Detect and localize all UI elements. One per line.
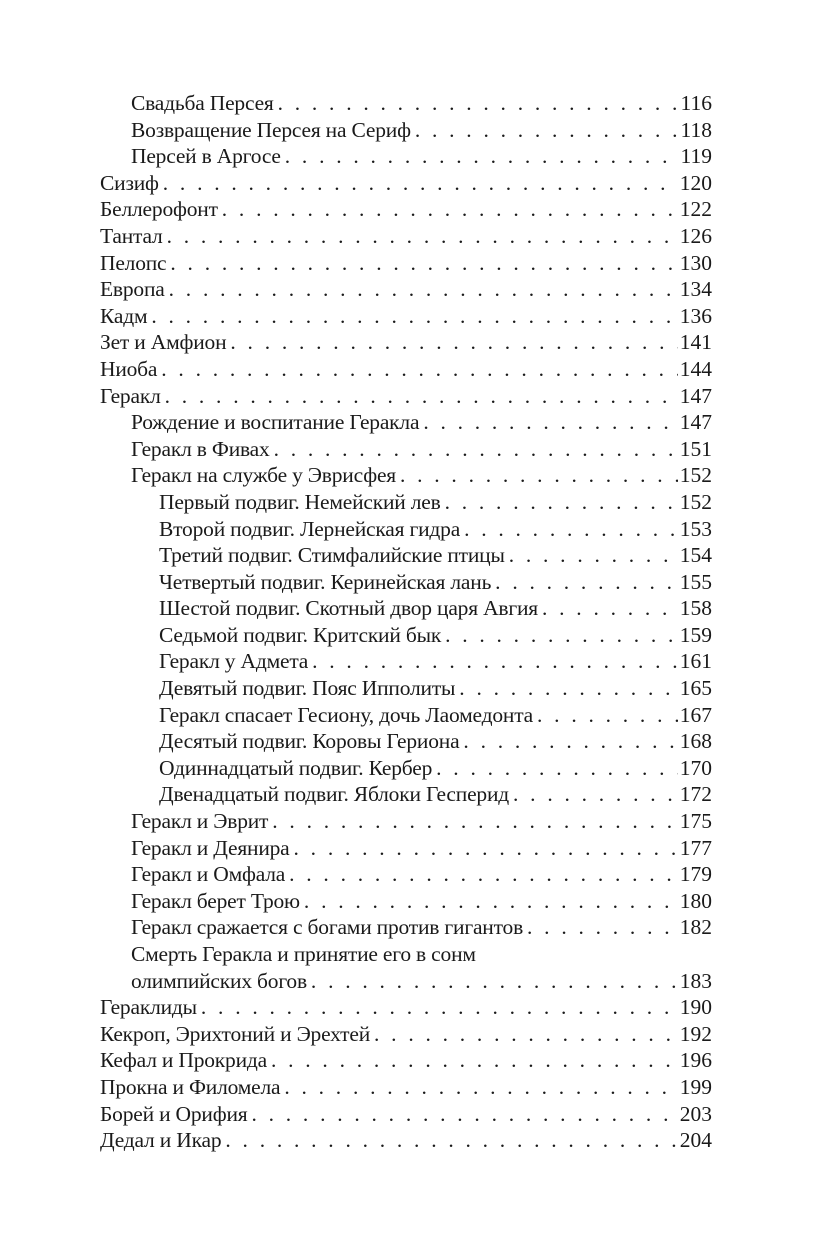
toc-entry[interactable] bbox=[100, 223, 712, 250]
toc-entry[interactable] bbox=[100, 329, 712, 356]
toc-entry-title: олимпийских богов bbox=[131, 968, 307, 993]
dot-leader bbox=[527, 914, 678, 941]
toc-entry-page-number: 158 bbox=[679, 596, 712, 621]
dot-leader bbox=[513, 781, 678, 808]
toc-entry-title: Геракл на службе у Эврисфея bbox=[131, 463, 396, 488]
toc-entry[interactable] bbox=[100, 436, 712, 463]
toc-entry-page-number: 141 bbox=[679, 330, 712, 355]
toc-entry-title: Свадьба Персея bbox=[131, 91, 274, 115]
toc-entry[interactable] bbox=[100, 1074, 712, 1101]
toc-entry-title: Сизиф bbox=[100, 170, 159, 195]
dot-leader bbox=[464, 516, 678, 543]
dot-leader bbox=[445, 622, 678, 649]
toc-entry-title: Прокна и Филомела bbox=[100, 1074, 281, 1099]
dot-leader bbox=[445, 489, 678, 516]
dot-leader bbox=[225, 1127, 677, 1154]
toc-entry-page-number: 147 bbox=[679, 383, 712, 408]
dot-leader bbox=[304, 888, 678, 915]
toc-entry-page-number: 130 bbox=[679, 250, 712, 275]
toc-entry-page-number: 161 bbox=[679, 649, 712, 674]
toc-entry-page-number: 179 bbox=[679, 862, 712, 887]
toc-entry-title: Шестой подвиг. Скотный двор царя Авгия bbox=[159, 596, 538, 621]
toc-entry[interactable] bbox=[100, 117, 712, 144]
toc-entry-title: Кефал и Прокрида bbox=[100, 1048, 267, 1073]
toc-entry-page-number: 155 bbox=[679, 569, 712, 594]
dot-leader bbox=[459, 675, 677, 702]
toc-entry-page-number: 134 bbox=[679, 277, 712, 302]
table-of-contents bbox=[100, 90, 712, 1154]
toc-entry-title: Двенадцатый подвиг. Яблоки Гесперид bbox=[159, 782, 510, 807]
toc-entry[interactable] bbox=[100, 1021, 712, 1048]
toc-entry-page-number: 144 bbox=[679, 356, 712, 381]
toc-entry-page-number: 199 bbox=[679, 1074, 712, 1099]
dot-leader bbox=[169, 276, 678, 303]
toc-entry[interactable] bbox=[100, 781, 712, 808]
dot-leader bbox=[463, 728, 677, 755]
dot-leader bbox=[278, 90, 679, 117]
toc-entry-page-number: 153 bbox=[679, 516, 712, 541]
toc-entry[interactable] bbox=[100, 250, 712, 277]
toc-entry[interactable] bbox=[100, 702, 712, 729]
toc-entry-title: Тантал bbox=[100, 223, 163, 248]
toc-entry-title: Смерть Геракла и принятие его в сонм bbox=[131, 942, 476, 966]
toc-entry-title: Третий подвиг. Стимфалийские птицы bbox=[159, 543, 505, 568]
toc-entry-title: Кекроп, Эрихтоний и Эрехтей bbox=[100, 1021, 371, 1046]
toc-entry-page-number: 154 bbox=[679, 543, 712, 568]
toc-entry[interactable] bbox=[100, 90, 712, 117]
dot-leader bbox=[312, 648, 678, 675]
toc-entry-page-number: 172 bbox=[679, 782, 712, 807]
toc-entry-page-number: 167 bbox=[679, 702, 712, 727]
toc-entry[interactable] bbox=[100, 569, 712, 596]
dot-leader bbox=[509, 542, 678, 569]
toc-entry-page-number: 196 bbox=[679, 1048, 712, 1073]
toc-entry-page-number: 136 bbox=[679, 303, 712, 328]
toc-entry-title: Европа bbox=[100, 277, 165, 302]
toc-entry[interactable] bbox=[100, 356, 712, 383]
toc-entry-title: Возвращение Персея на Сериф bbox=[131, 117, 411, 142]
dot-leader bbox=[271, 1047, 678, 1074]
toc-entry-title: Дедал и Икар bbox=[100, 1128, 222, 1153]
dot-leader bbox=[161, 356, 677, 383]
toc-entry[interactable] bbox=[100, 755, 712, 782]
toc-entry-page-number: 177 bbox=[679, 835, 712, 860]
toc-entry-title: Беллерофонт bbox=[100, 197, 218, 222]
toc-entry[interactable] bbox=[100, 968, 712, 995]
toc-entry[interactable] bbox=[100, 516, 712, 543]
dot-leader bbox=[415, 117, 679, 144]
toc-entry-page-number: 152 bbox=[679, 489, 712, 514]
toc-entry-page-number: 165 bbox=[679, 676, 712, 701]
toc-entry-page-number: 151 bbox=[679, 436, 712, 461]
toc-entry[interactable] bbox=[100, 1047, 712, 1074]
toc-entry[interactable] bbox=[100, 835, 712, 862]
toc-entry[interactable] bbox=[100, 861, 712, 888]
toc-entry[interactable] bbox=[100, 994, 712, 1021]
toc-entry-title: Геракл и Эврит bbox=[131, 809, 269, 834]
toc-entry-title: Геракл bbox=[100, 383, 161, 408]
dot-leader bbox=[251, 1101, 677, 1128]
dot-leader bbox=[163, 170, 678, 197]
toc-entry[interactable] bbox=[100, 409, 712, 436]
toc-entry[interactable] bbox=[100, 462, 712, 489]
toc-entry[interactable] bbox=[100, 303, 712, 330]
toc-entry-title: Одиннадцатый подвиг. Кербер bbox=[159, 755, 433, 780]
toc-entry-page-number: 183 bbox=[679, 968, 712, 993]
toc-entry-page-number: 152 bbox=[679, 463, 712, 488]
toc-entry-page-number: 192 bbox=[679, 1021, 712, 1046]
toc-entry-page-number: 182 bbox=[679, 915, 712, 940]
toc-entry-page-number: 116 bbox=[680, 91, 712, 115]
dot-leader bbox=[167, 223, 678, 250]
toc-entry[interactable] bbox=[100, 196, 712, 223]
toc-entry-title: Девятый подвиг. Пояс Ипполиты bbox=[159, 676, 456, 701]
dot-leader bbox=[165, 383, 678, 410]
dot-leader bbox=[436, 755, 678, 782]
toc-entry-title: Геракл берет Трою bbox=[131, 888, 300, 913]
toc-entry-title: Борей и Орифия bbox=[100, 1101, 248, 1126]
toc-entry[interactable] bbox=[100, 1101, 712, 1128]
dot-leader bbox=[201, 994, 678, 1021]
dot-leader bbox=[222, 196, 678, 223]
toc-entry-page-number: 120 bbox=[679, 170, 712, 195]
toc-entry-title: Персей в Аргосе bbox=[131, 144, 281, 169]
toc-entry[interactable] bbox=[100, 1127, 712, 1154]
toc-entry-title: Ниоба bbox=[100, 356, 158, 381]
toc-entry[interactable] bbox=[100, 595, 712, 622]
toc-entry-page-number: 122 bbox=[679, 197, 712, 222]
dot-leader bbox=[542, 595, 678, 622]
dot-leader bbox=[272, 808, 677, 835]
toc-entry[interactable] bbox=[100, 143, 712, 170]
dot-leader bbox=[374, 1021, 678, 1048]
toc-entry[interactable] bbox=[100, 675, 712, 702]
toc-entry-title: Зет и Амфион bbox=[100, 330, 227, 355]
toc-entry[interactable] bbox=[100, 941, 712, 968]
dot-leader bbox=[170, 250, 677, 277]
toc-entry-title: Геракл в Фивах bbox=[131, 436, 270, 461]
toc-entry-title: Четвертый подвиг. Керинейская лань bbox=[159, 569, 492, 594]
toc-entry-page-number: 118 bbox=[680, 117, 712, 142]
toc-entry-page-number: 203 bbox=[679, 1101, 712, 1126]
dot-leader bbox=[151, 303, 677, 330]
toc-entry-title: Рождение и воспитание Геракла bbox=[131, 410, 420, 435]
toc-entry-page-number: 126 bbox=[679, 223, 712, 248]
toc-entry-page-number: 159 bbox=[679, 622, 712, 647]
toc-entry-page-number: 204 bbox=[679, 1128, 712, 1153]
toc-entry[interactable] bbox=[100, 728, 712, 755]
toc-entry[interactable] bbox=[100, 648, 712, 675]
toc-entry-title: Десятый подвиг. Коровы Гериона bbox=[159, 729, 460, 754]
toc-entry-page-number: 170 bbox=[679, 755, 712, 780]
dot-leader bbox=[284, 1074, 677, 1101]
dot-leader bbox=[289, 861, 678, 888]
toc-entry[interactable] bbox=[100, 622, 712, 649]
toc-entry[interactable] bbox=[100, 383, 712, 410]
dot-leader bbox=[294, 835, 678, 862]
dot-leader bbox=[274, 436, 678, 463]
toc-entry[interactable] bbox=[100, 808, 712, 835]
toc-entry-page-number: 175 bbox=[679, 809, 712, 834]
toc-entry-page-number: 190 bbox=[679, 995, 712, 1020]
dot-leader bbox=[537, 702, 678, 729]
dot-leader bbox=[311, 968, 678, 995]
dot-leader bbox=[285, 143, 679, 170]
toc-entry-title: Геракл и Омфала bbox=[131, 862, 286, 887]
toc-entry-title: Гераклиды bbox=[100, 995, 197, 1020]
toc-entry-title: Геракл и Деянира bbox=[131, 835, 290, 860]
dot-leader bbox=[423, 409, 677, 436]
toc-entry-title: Геракл спасает Гесиону, дочь Лаомедонта bbox=[159, 702, 534, 727]
toc-entry-title: Кадм bbox=[100, 303, 148, 328]
toc-entry-page-number: 180 bbox=[679, 888, 712, 913]
toc-entry-title: Геракл у Адмета bbox=[159, 649, 309, 674]
toc-entry[interactable] bbox=[100, 489, 712, 516]
toc-entry[interactable] bbox=[100, 170, 712, 197]
dot-leader bbox=[400, 462, 678, 489]
toc-entry-title: Геракл сражается с богами против гигантов bbox=[131, 915, 524, 940]
toc-entry-page-number: 147 bbox=[679, 410, 712, 435]
toc-entry[interactable] bbox=[100, 888, 712, 915]
toc-entry-page-number: 168 bbox=[679, 729, 712, 754]
toc-entry-title: Пелопс bbox=[100, 250, 167, 275]
toc-entry-page-number: 119 bbox=[680, 144, 712, 169]
toc-entry[interactable] bbox=[100, 276, 712, 303]
dot-leader bbox=[495, 569, 678, 596]
toc-entry[interactable] bbox=[100, 542, 712, 569]
dot-leader bbox=[230, 329, 677, 356]
toc-entry[interactable] bbox=[100, 914, 712, 941]
toc-entry-title: Первый подвиг. Немейский лев bbox=[159, 489, 441, 514]
toc-entry-title: Второй подвиг. Лернейская гидра bbox=[159, 516, 461, 541]
toc-entry-title: Седьмой подвиг. Критский бык bbox=[159, 622, 442, 647]
